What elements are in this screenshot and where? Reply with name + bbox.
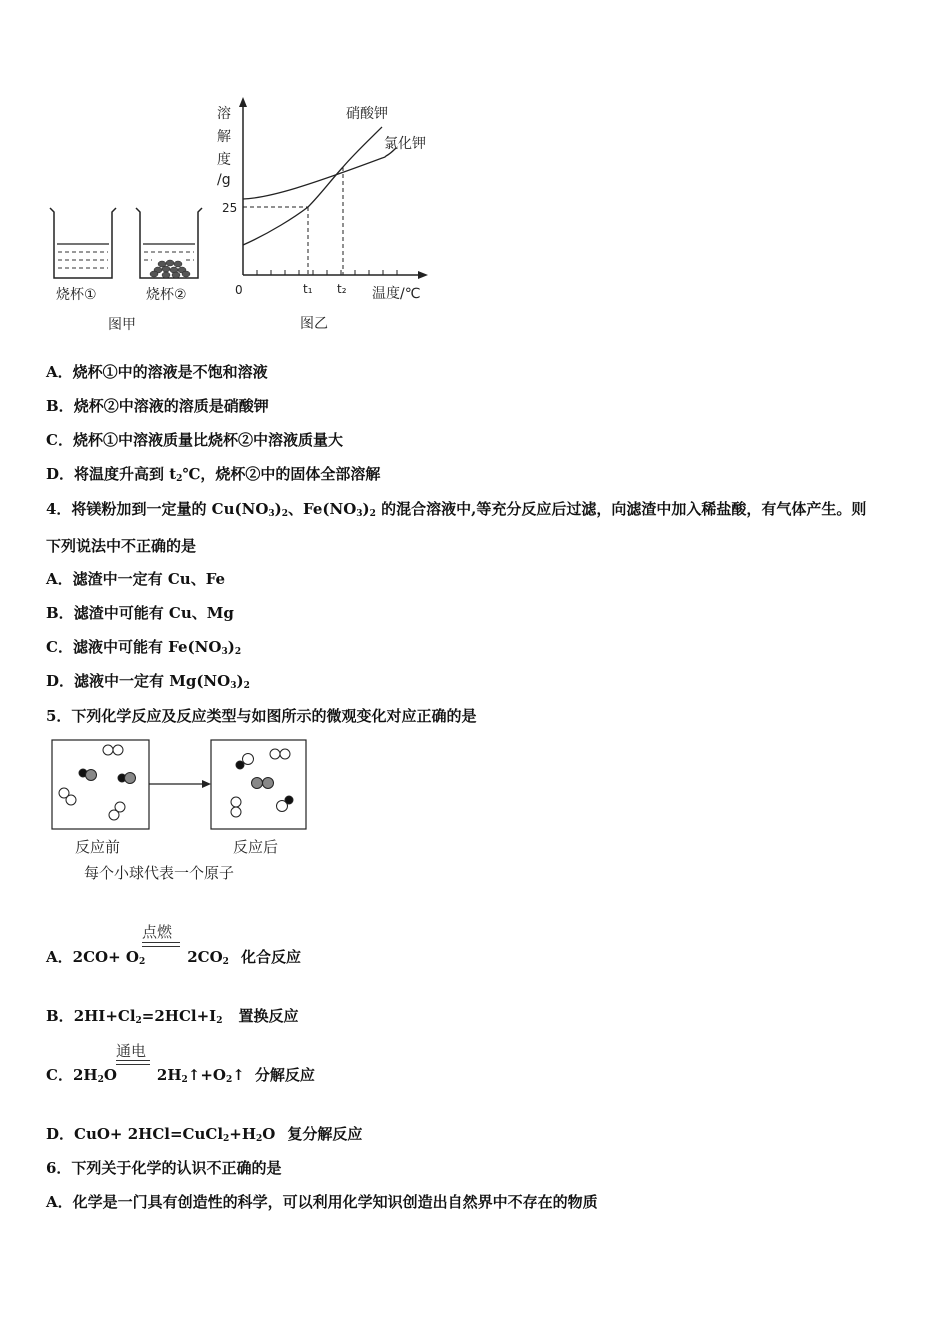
q5-option-a[interactable]: [46, 946, 301, 967]
q4-sub-2a: 2: [281, 509, 289, 519]
y-axis-label-char-1: 溶: [217, 106, 231, 122]
q4-stem-part-c: 、Fe(NO: [288, 500, 357, 518]
q6-option-a-prefix: A．: [46, 1193, 73, 1211]
q4-sub-2b: 2: [369, 509, 376, 519]
q5-stem: 5．下列化学反应及反应类型与如图所示的微观变化对应正确的是: [46, 707, 477, 725]
q4-option-d-sub-3: 3: [230, 681, 237, 691]
q4-option-d-tail: ): [236, 672, 244, 690]
x-axis-label: 温度/℃: [372, 286, 421, 302]
q5-option-d-type: 复分解反应: [287, 1125, 363, 1143]
reaction-particles: [50, 738, 320, 838]
y-axis-label-char-4: /g: [217, 172, 231, 188]
q4-option-c-text: 滤液中可能有 Fe(NO: [72, 638, 222, 656]
q5-option-c-rhs: $2H_2↑+O_2↑$: [156, 1066, 245, 1085]
q6-stem: 6．下列关于化学的认识不正确的是: [46, 1159, 282, 1177]
q4-sub-3b: 3: [356, 509, 363, 519]
q5-option-c-prefix: C．: [46, 1066, 73, 1084]
q4-stem-part-d: ): [362, 500, 370, 518]
q4-stem-part-b: ): [274, 500, 282, 518]
tick-25: 25: [222, 201, 238, 215]
beakers-illustration: [40, 200, 220, 290]
q4-option-d-sub-2: 2: [243, 681, 250, 691]
q3-option-a-text: 烧杯①中的溶液是不饱和溶液: [72, 363, 268, 381]
q4-option-b-text: 滤渣中可能有 Cu、Mg: [73, 604, 234, 622]
q3-option-d[interactable]: [46, 463, 380, 484]
tick-t1: t₁: [303, 282, 313, 296]
beaker-1-label: 烧杯①: [56, 287, 97, 303]
solid-precipitate: [150, 260, 190, 278]
q4-option-b[interactable]: [46, 602, 234, 623]
q5-option-d-equation: $CuO+ 2HCl=CuCl_2+H_2O$: [74, 1125, 276, 1144]
q3-option-d-text-1: 将温度升高到 t: [74, 465, 177, 483]
q4-sub-3a: 3: [268, 509, 275, 519]
q3-option-b-prefix: B．: [46, 397, 74, 415]
q4-stem-line-1: [46, 498, 866, 519]
q4-option-c-sub-2: 2: [234, 647, 242, 657]
q4-option-a[interactable]: [46, 568, 225, 589]
q5-option-b-equation: $2HI+Cl_2=2HCl+I_2$: [73, 1007, 223, 1026]
q5-option-b-type: 置换反应: [238, 1007, 299, 1025]
q5-option-a-condition: 点燃: [142, 923, 173, 941]
q6-option-a-text: 化学是一门具有创造性的科学，可以利用化学知识创造出自然界中不存在的物质: [72, 1193, 598, 1211]
tick-t2: t₂: [337, 282, 347, 296]
q5-option-c-lhs: $2H_2O$: [72, 1066, 117, 1085]
q3-option-d-sub: 2: [176, 474, 183, 484]
reaction-diagram: [50, 738, 320, 888]
q4-option-c[interactable]: [46, 636, 241, 657]
q5-option-d-prefix: D．: [46, 1125, 75, 1143]
y-axis-arrow: [239, 97, 247, 107]
q5-option-a-prefix: A．: [46, 948, 73, 966]
figure-yi-caption: 图乙: [300, 316, 328, 332]
q5-option-b-prefix: B．: [46, 1007, 74, 1025]
q3-option-b[interactable]: [46, 395, 269, 416]
figure-jia-caption: 图甲: [108, 317, 136, 333]
figure-jia: [40, 200, 220, 340]
kcl-curve: [243, 148, 396, 199]
q5-option-a-type: 化合反应: [240, 948, 301, 966]
q4-option-d[interactable]: [46, 670, 250, 691]
beaker-1: [50, 208, 116, 278]
before-label: 反应前: [75, 838, 121, 856]
q4-option-d-prefix: D．: [46, 672, 75, 690]
q4-option-d-text: 滤液中一定有 Mg(NO: [74, 672, 231, 690]
before-box: [52, 740, 149, 829]
y-axis-label-char-2: 解: [217, 129, 231, 145]
beaker-2-label: 烧杯②: [146, 287, 187, 303]
q3-option-a[interactable]: [46, 361, 268, 382]
q4-option-c-tail: ): [227, 638, 235, 656]
q5-option-a-rhs: $2CO_2$: [187, 948, 229, 967]
q5-option-c-condition: 通电: [116, 1042, 147, 1060]
q4-stem-part-e: 的混合溶液中,等充分反应后过滤，向滤渣中加入稀盐酸，有气体产生。则: [375, 500, 867, 518]
q5-option-c[interactable]: [46, 1064, 315, 1085]
q3-option-c-prefix: C．: [46, 431, 73, 449]
q4-option-a-prefix: A．: [46, 570, 73, 588]
after-label: 反应后: [233, 838, 279, 856]
reaction-arrow-head: [202, 780, 211, 788]
q3-option-d-text-2: ℃，烧杯②中的固体全部溶解: [182, 465, 381, 483]
y-axis-label-char-3: 度: [217, 152, 231, 168]
q3-option-d-prefix: D．: [46, 465, 75, 483]
beaker-2: [136, 208, 202, 278]
q4-option-b-prefix: B．: [46, 604, 74, 622]
solubility-chart: [210, 95, 450, 305]
q5-option-b[interactable]: [46, 1005, 298, 1026]
q5-option-c-type: 分解反应: [254, 1066, 315, 1084]
q3-option-c-text: 烧杯①中溶液质量比烧杯②中溶液质量大: [72, 431, 343, 449]
q4-option-c-sub-3: 3: [221, 647, 228, 657]
kno3-curve: [243, 127, 382, 245]
q3-option-b-text: 烧杯②中溶液的溶质是硝酸钾: [73, 397, 269, 415]
tick-origin: 0: [235, 283, 243, 297]
q5-option-a-lhs: $2CO+ O_2$: [72, 948, 146, 967]
figure-yi: [210, 95, 450, 340]
q5-option-d[interactable]: [46, 1123, 362, 1144]
kcl-legend: 氯化钾: [384, 136, 426, 152]
q4-stem-line-2: 下列说法中不正确的是: [46, 537, 197, 555]
kno3-legend: 硝酸钾: [346, 106, 388, 122]
q3-option-a-prefix: A．: [46, 363, 73, 381]
q4-stem-part-a: 4．将镁粉加到一定量的 Cu(NO: [46, 500, 269, 518]
x-axis-arrow: [418, 271, 428, 279]
atom-legend-note: 每个小球代表一个原子: [84, 864, 235, 882]
q3-option-c[interactable]: [46, 429, 343, 450]
q4-option-a-text: 滤渣中一定有 Cu、Fe: [72, 570, 226, 588]
q6-option-a[interactable]: [46, 1191, 598, 1212]
q4-option-c-prefix: C．: [46, 638, 73, 656]
